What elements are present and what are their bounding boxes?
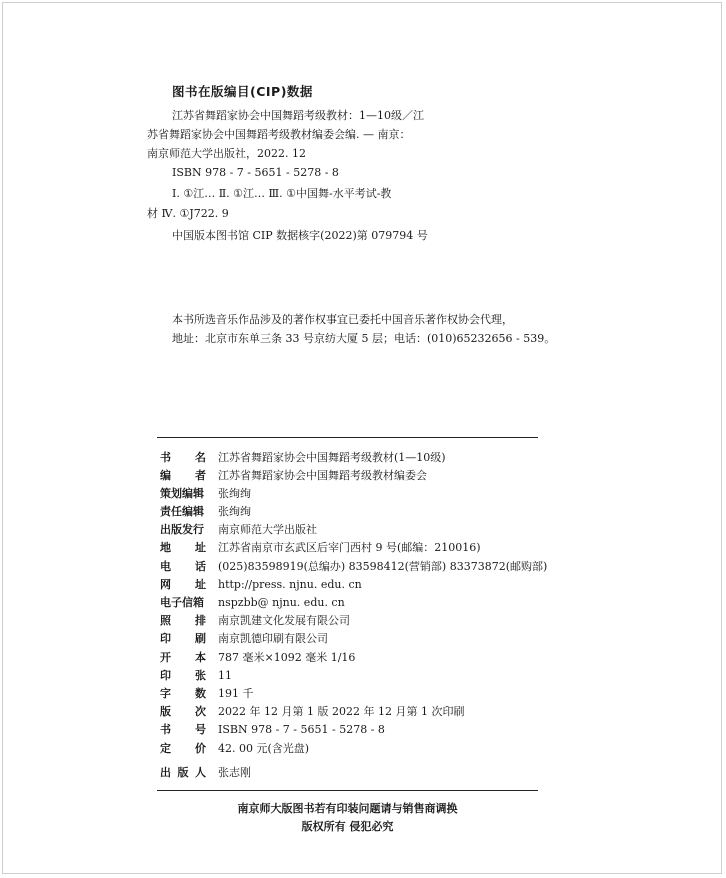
spec-label: 书 名 [160,450,206,464]
spec-row-website [160,575,540,593]
quality-notice: 南京师大版图书若有印装问题请与销售商调换 [237,802,458,815]
spec-row-publisher [160,521,540,539]
spec-value: ISBN 978 - 7 - 5651 - 5278 - 8 [218,723,385,737]
spec-row-title [160,448,540,466]
book-specs [160,448,548,757]
copyright-reserved: 版权所有 侵犯必究 [301,820,394,833]
spec-label: 电 话 [160,559,206,573]
publisher-person-value: 张志刚 [218,765,251,779]
cip-line-4: ISBN 978 - 7 - 5651 - 5278 - 8 [172,166,339,179]
spec-label: 印 张 [160,668,206,682]
spec-value: 南京凯德印刷有限公司 [218,632,328,646]
spec-value: 张绚绚 [218,486,251,500]
spec-label: 责任编辑 [160,505,204,519]
spec-label: 照 排 [160,614,206,628]
spec-label: 字 数 [160,686,206,700]
spec-row-edition [160,703,540,721]
spec-row-isbn [160,721,540,739]
top-divider [157,437,538,438]
spec-value: 张绚绚 [218,505,251,519]
spec-row-planning-editor [160,484,540,502]
copyright-notice-line-1: 本书所选音乐作品涉及的著作权事宜已委托中国音乐著作权协会代理， [172,313,513,326]
spec-label: 出版发行 [160,523,204,537]
cip-line-7: 中国版本图书馆 CIP 数据核字(2022)第 079794 号 [172,229,428,242]
spec-value: 江苏省舞蹈家协会中国舞蹈考级教材(1—10级) [218,450,446,464]
spec-label: 网 址 [160,577,206,591]
cip-heading: 图书在版编目(CIP)数据 [172,84,313,99]
cip-line-6: 材 Ⅳ. ①J722. 9 [147,207,229,220]
cip-line-2: 苏省舞蹈家协会中国舞蹈考级教材编委会编. — 南京： [147,128,411,141]
publisher-person-label: 出 版 人 [160,765,206,779]
spec-value: 江苏省南京市玄武区后宰门西村 9 号(邮编：210016) [218,541,481,555]
cip-line-5: Ⅰ. ①江… Ⅱ. ①江… Ⅲ. ①中国舞-水平考试-教 [172,187,392,200]
spec-row-responsible-editor [160,503,540,521]
copyright-notice-line-2: 地址：北京市东单三条 33 号京纺大厦 5 层；电话：(010)65232656 - 539。 [172,332,556,345]
spec-value: 2022 年 12 月第 1 版 2022 年 12 月第 1 次印刷 [218,705,465,719]
spec-value: http://press. njnu. edu. cn [218,577,362,591]
spec-row-address [160,539,540,557]
spec-value: 787 毫米×1092 毫米 1/16 [218,650,356,664]
spec-value: (025)83598919(总编办) 83598412(营销部) 83373872(邮购部) [218,559,548,573]
spec-label: 印 刷 [160,632,206,646]
spec-row-word-count [160,684,540,702]
spec-label: 策划编辑 [160,486,204,500]
spec-value: 江苏省舞蹈家协会中国舞蹈考级教材编委会 [218,468,427,482]
spec-value: 42. 00 元(含光盘) [218,741,310,755]
bottom-divider [157,790,538,791]
spec-value: nspzbb@ njnu. edu. cn [218,596,345,609]
spec-value: 191 千 [218,686,254,700]
spec-label: 开 本 [160,650,206,664]
spec-row-typesetting [160,612,540,630]
spec-row-phone [160,557,548,575]
publisher-person-row [160,763,251,781]
spec-row-editor [160,466,540,484]
cip-line-3: 南京师范大学出版社，2022. 12 [147,147,306,160]
spec-label: 编 者 [160,468,206,482]
spec-label: 地 址 [160,541,206,555]
spec-value: 11 [218,668,232,682]
cip-line-1: 江苏省舞蹈家协会中国舞蹈考级教材：1—10级／江 [172,109,424,122]
spec-row-sheets [160,666,540,684]
spec-label: 版 次 [160,705,206,719]
spec-label: 书 号 [160,723,206,737]
spec-row-email [160,594,540,612]
spec-label: 电子信箱 [160,596,204,609]
spec-row-printing [160,630,540,648]
spec-label: 定 价 [160,741,206,755]
spec-value: 南京凯建文化发展有限公司 [218,614,350,628]
spec-value: 南京师范大学出版社 [218,523,317,537]
spec-row-price [160,739,540,757]
spec-row-format [160,648,540,666]
